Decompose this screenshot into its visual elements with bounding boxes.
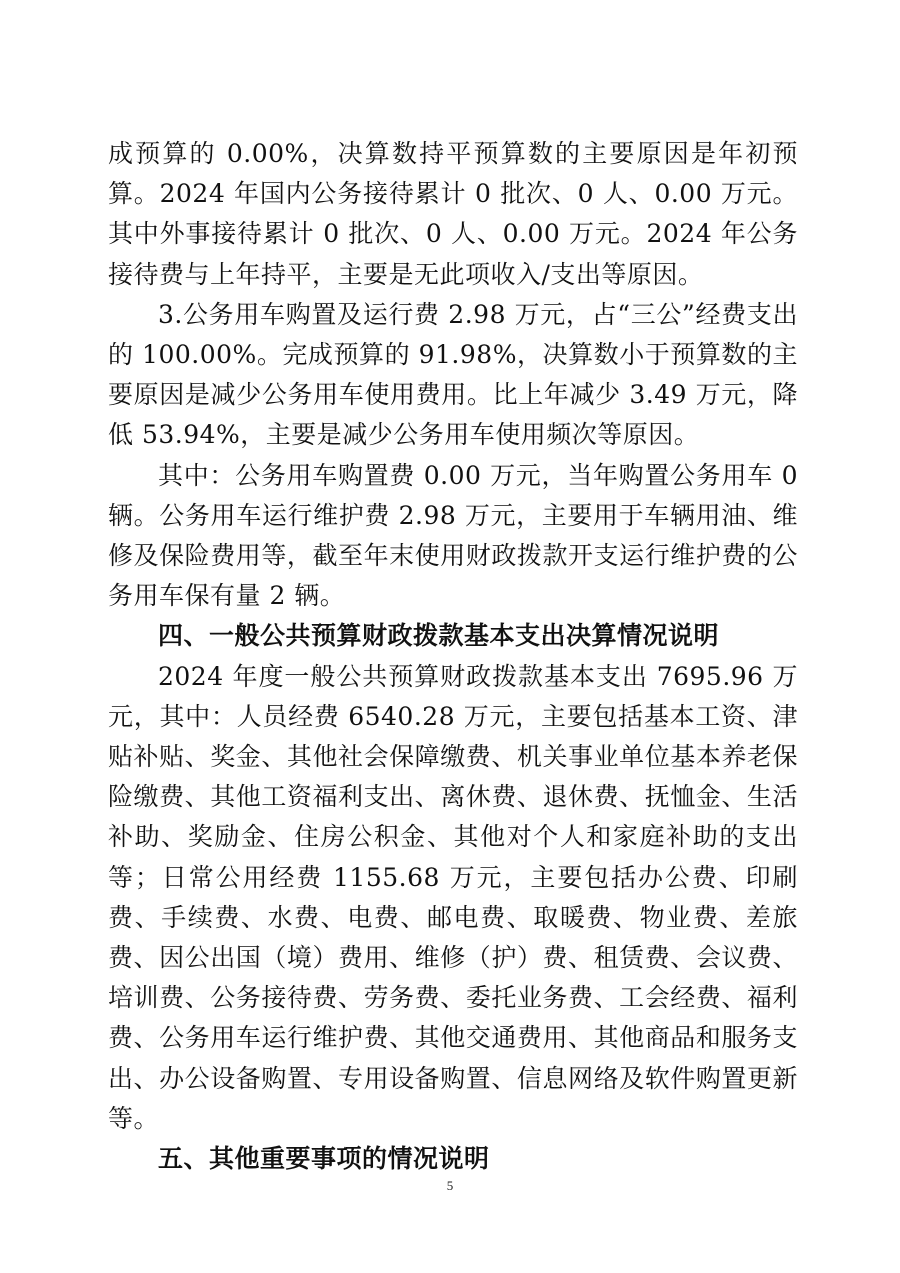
paragraph-basic-expenditure: 2024 年度一般公共预算财政拨款基本支出 7695.96 万元，其中：人员经费 6540.28 万元，主要包括基本工资、津贴补贴、奖金、其他社会保障缴费、机关事业单位基本养老保险缴费、其他工资福利支出、离休费、退休费、抚恤金、生活补助、奖励金、住房公积金、其他对个人和家庭补助的支出等；日常公用经费 1155.68 万元，主要包括办公费、印刷费、手续费、水费、电费、邮电费、取暖费、物业费、差旅费、因公出国（境）费用、维修（护）费、租赁费、会议费、培训费、公务接待费、劳务费、委托业务费、工会经费、福利费、公务用车运行维护费、其他交通费用、其他商品和服务支出、办公设备购置、专用设备购置、信息网络及软件购置更新等。 xyxy=(108,661,798,1133)
page-number: 5 xyxy=(446,1178,454,1193)
section-heading-basic-expenditure: 四、一般公共预算财政拨款基本支出决算情况说明 xyxy=(158,621,720,651)
document-body xyxy=(108,134,798,1179)
paragraph-vehicle-expenses: 3.公务用车购置及运行费 2.98 万元，占“三公”经费支出的 100.00%。完成预算的 91.98%，决算数小于预算数的主要原因是减少公务用车使用费用。比上年减少 3.49 万元，降低 53.94%，主要是减少公务用车使用频次等原因。 xyxy=(108,299,798,450)
paragraph-vehicle-breakdown: 其中：公务用车购置费 0.00 万元，当年购置公务用车 0 辆。公务用车运行维护费 2.98 万元，主要用于车辆用油、维修及保险费用等，截至年末使用财政拨款开支运行维护费的公务用车保有量 2 辆。 xyxy=(108,460,798,611)
paragraph-reception-expenses: 成预算的 0.00%，决算数持平预算数的主要原因是年初预算。2024 年国内公务接待累计 0 批次、0 人、0.00 万元。其中外事接待累计 0 批次、0 人、0.00 万元。2024 年公务接待费与上年持平，主要是无此项收入/支出等原因。 xyxy=(108,139,798,289)
section-heading-other-matters: 五、其他重要事项的情况说明 xyxy=(158,1144,490,1174)
